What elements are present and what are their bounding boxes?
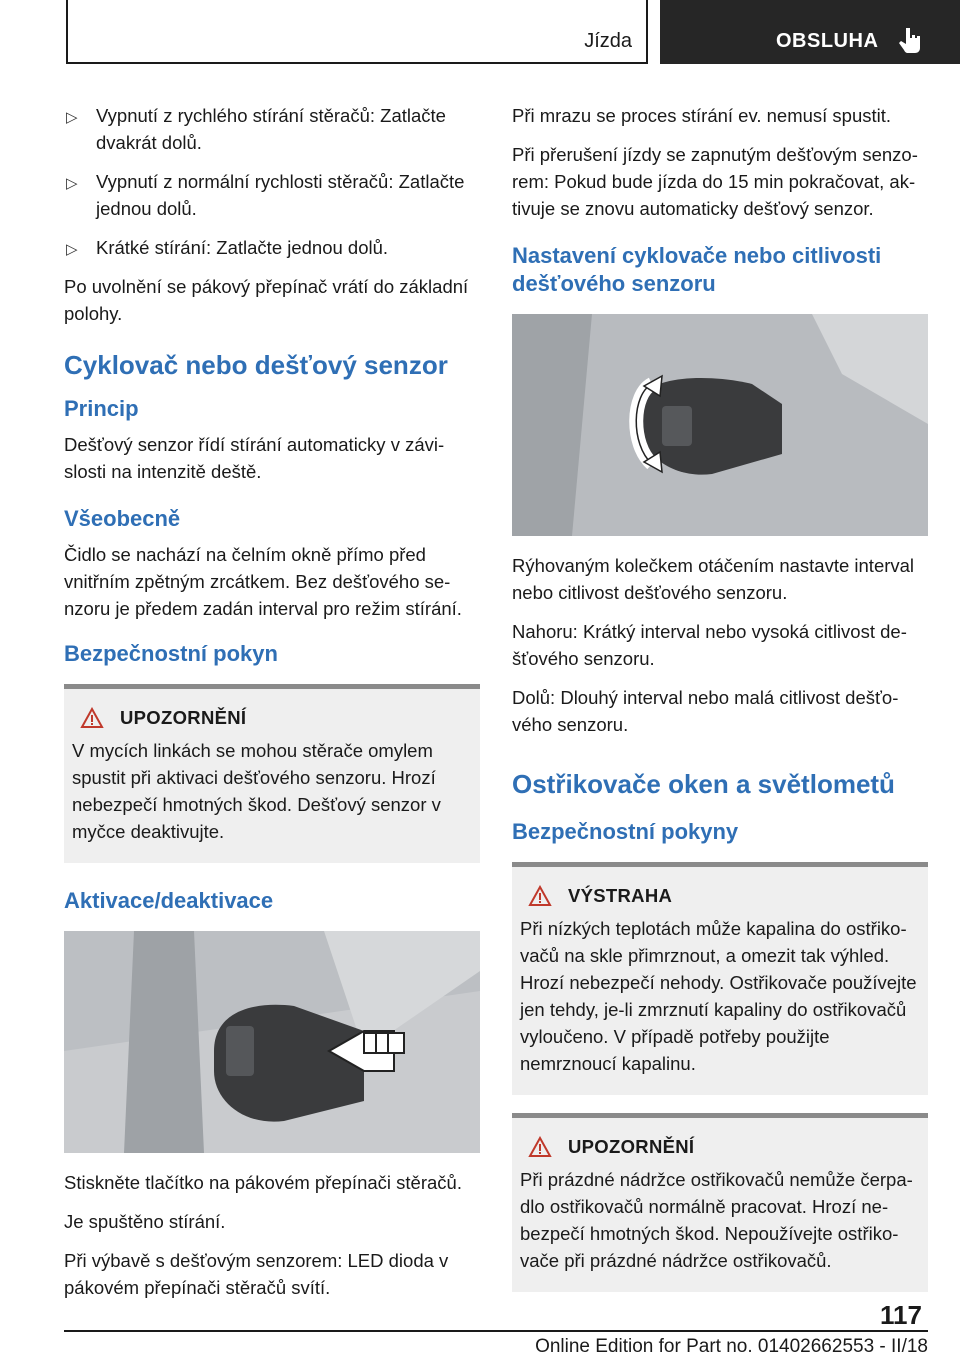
paragraph: Stiskněte tlačítko na pákovém přepínači stěračů. — [64, 1172, 462, 1193]
hand-pointer-icon — [898, 26, 922, 54]
left-column — [64, 102, 480, 1313]
list-item: ▷ Krátké stírání: Zatlačte jednou dolů. — [64, 234, 480, 261]
warning-label: UPOZORNĚNÍ — [120, 707, 247, 728]
chapter-tab — [660, 0, 960, 64]
footer-divider — [64, 1330, 928, 1332]
paragraph: Při mrazu se proces stírání ev. nemusí spustit. — [512, 105, 892, 126]
header-section-box — [66, 0, 648, 64]
heading-rain-sensor: Cyklovač nebo dešťový senzor — [64, 350, 448, 380]
warning-text: V mycích linkách se mohou stěrače omylem spustit při aktivaci dešťového senzoru. Hrozí nebezpečí hmotných škod. Dešťový senzor v myčce deaktivujte. — [72, 740, 441, 842]
warning-triangle-icon — [528, 1136, 552, 1158]
paragraph: Dolů: Dlouhý interval nebo malá citlivost dešťového senzoru. — [512, 687, 899, 735]
warning-box — [512, 862, 928, 1095]
paragraph: Je spuštěno stírání. — [64, 1211, 226, 1232]
heading-general: Všeobecně — [64, 506, 181, 531]
heading-washers: Ostřikovače oken a světlometů — [512, 769, 895, 799]
warning-label: UPOZORNĚNÍ — [568, 1136, 695, 1157]
paragraph: Dešťový senzor řídí stírání automaticky v závislosti na intenzitě deště. — [64, 434, 445, 482]
chapter-title: OBSLUHA — [776, 30, 879, 52]
triangle-bullet-icon: ▷ — [66, 241, 78, 258]
triangle-bullet-icon: ▷ — [66, 109, 78, 126]
right-column — [512, 102, 928, 1302]
list-item: ▷ Vypnutí z rychlého stírání stěračů: Zatlačte dvakrát dolů. — [66, 105, 446, 153]
heading-activation: Aktivace/deaktivace — [64, 888, 274, 913]
warning-text: Při nízkých teplotách může kapalina do ostřikovačů na skle přimrznout, a omezit tak výhled. Hrozí nebezpečí nehody. Ostřikovače používejte jen tehdy, je-li zmrznutí kapaliny do ostřikovačů vyloučeno. V případě potřeby použijte nemrznoucí kapalinu. — [520, 918, 917, 1074]
footer-edition: Online Edition for Part no. 01402662553 - II/18 — [535, 1336, 928, 1357]
heading-principle: Princip — [64, 396, 139, 421]
paragraph: Při výbavě s dešťovým senzorem: LED dioda v pákovém přepínači stěračů svítí. — [64, 1250, 449, 1298]
warning-label: VÝSTRAHA — [568, 885, 673, 906]
triangle-bullet-icon: ▷ — [66, 175, 78, 192]
paragraph: Po uvolnění se pákový přepínač vrátí do základní polohy. — [64, 276, 469, 324]
list-item: ▷ Vypnutí z normální rychlosti stěračů: Zatlačte jednou dolů. — [66, 171, 465, 219]
paragraph: Čidlo se nachází na čelním okně přímo před vnitřním zpětným zrcátkem. Bez dešťového senzoru je předem zadán interval pro režim stírání. — [64, 544, 462, 619]
heading-safety-notes: Bezpečnostní pokyny — [512, 819, 739, 844]
heading-sensor-setting: Nastavení cyklovače nebo citlivosti dešťového senzoru — [512, 243, 882, 296]
paragraph: Nahoru: Krátký interval nebo vysoká citlivost dešťového senzoru. — [512, 621, 907, 669]
paragraph: Rýhovaným kolečkem otáčením nastavte interval nebo citlivost dešťového senzoru. — [512, 555, 915, 603]
page-number: 117 — [880, 1300, 922, 1330]
warning-triangle-icon — [528, 885, 552, 907]
thumbwheel-photo — [512, 314, 928, 536]
paragraph: Při přerušení jízdy se zapnutým dešťovým senzorem: Pokud bude jízda do 15 min pokračovat, aktivuje se znovu automaticky dešťový senzor. — [512, 144, 918, 219]
warning-text: Při prázdné nádržce ostřikovačů nemůže čerpadlo ostřikovačů normálně pracovat. Hrozí nebezpečí hmotných škod. Nepoužívejte ostřikovače při prázdné nádržce ostřikovačů. — [520, 1169, 913, 1271]
warning-box — [512, 1113, 928, 1292]
section-title: Jízda — [584, 30, 632, 52]
warning-box — [64, 684, 480, 863]
heading-safety-note: Bezpečnostní pokyn — [64, 641, 278, 666]
wiper-button-photo — [64, 931, 480, 1153]
warning-triangle-icon — [80, 707, 104, 729]
